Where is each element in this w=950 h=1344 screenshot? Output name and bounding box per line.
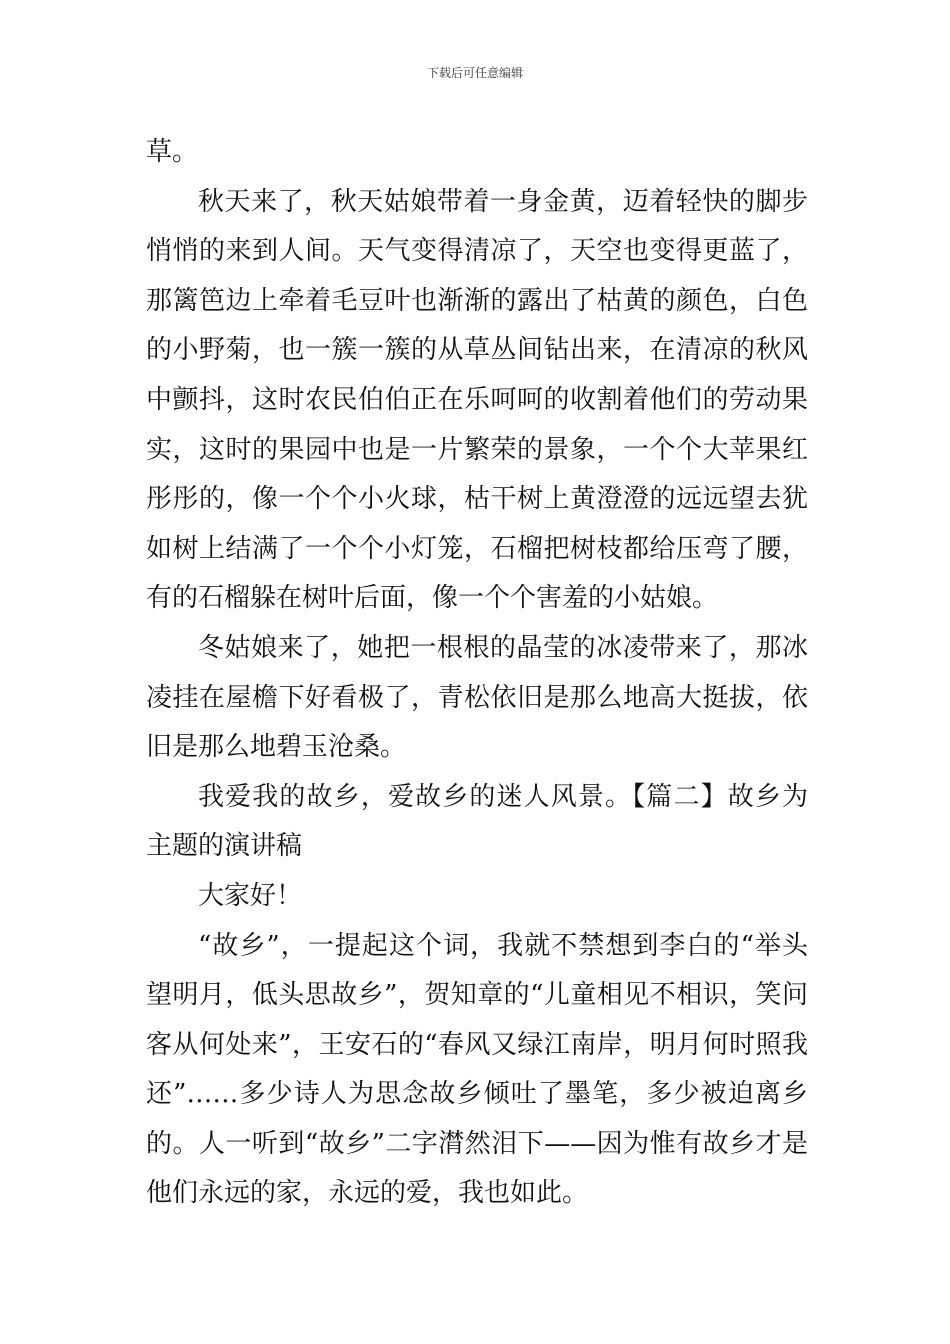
- paragraph-1: 草。: [146, 137, 199, 167]
- paragraph-4: 我爱我的故乡，爱故乡的迷人风景。【篇二】故乡为主题的演讲稿: [146, 781, 808, 862]
- page-header: 下载后可任意编辑: [426, 66, 523, 80]
- paragraph-6: “故乡”，一提起这个词，我就不禁想到李白的“举头望明月，低头思故乡”，贺知章的“儿童相见不相识，笑问客从何处来”，王安石的“春风又绿江南岸，明月何时照我还”……多少诗人为思念故乡倾吐了墨笔，多少被迫离乡的。人一听到“故乡”二字潸然泪下——因为惟有故乡才是他们永远的家，永远的爱，我也如此。: [146, 930, 808, 1209]
- paragraph-5: 大家好！: [198, 880, 303, 911]
- paragraph-2: 秋天来了，秋天姑娘带着一身金黄，迈着轻快的脚步悄悄的来到人间。天气变得清凉了，天空也变得更蓝了，那篱笆边上牵着毛豆叶也渐渐的露出了枯黄的颜色，白色的小野菊，也一簇一簇的从草丛间钻出来，在清凉的秋风中颤抖，这时农民伯伯正在乐呵呵的收割着他们的劳动果实，这时的果园中也是一片繁荣的景象，一个个大苹果红彤彤的，像一个个小火球，枯干树上黄澄澄的远远望去犹如树上结满了一个个小灯笼，石榴把树枝都给压弯了腰，有的石榴躲在树叶后面，像一个个害羞的小姑娘。: [146, 186, 808, 614]
- paragraph-3: 冬姑娘来了，她把一根根的晶莹的冰凌带来了，那冰凌挂在屋檐下好看极了，青松依旧是那么地高大挺拔，依旧是那么地碧玉沧桑。: [146, 632, 808, 763]
- document-body: [146, 128, 808, 1219]
